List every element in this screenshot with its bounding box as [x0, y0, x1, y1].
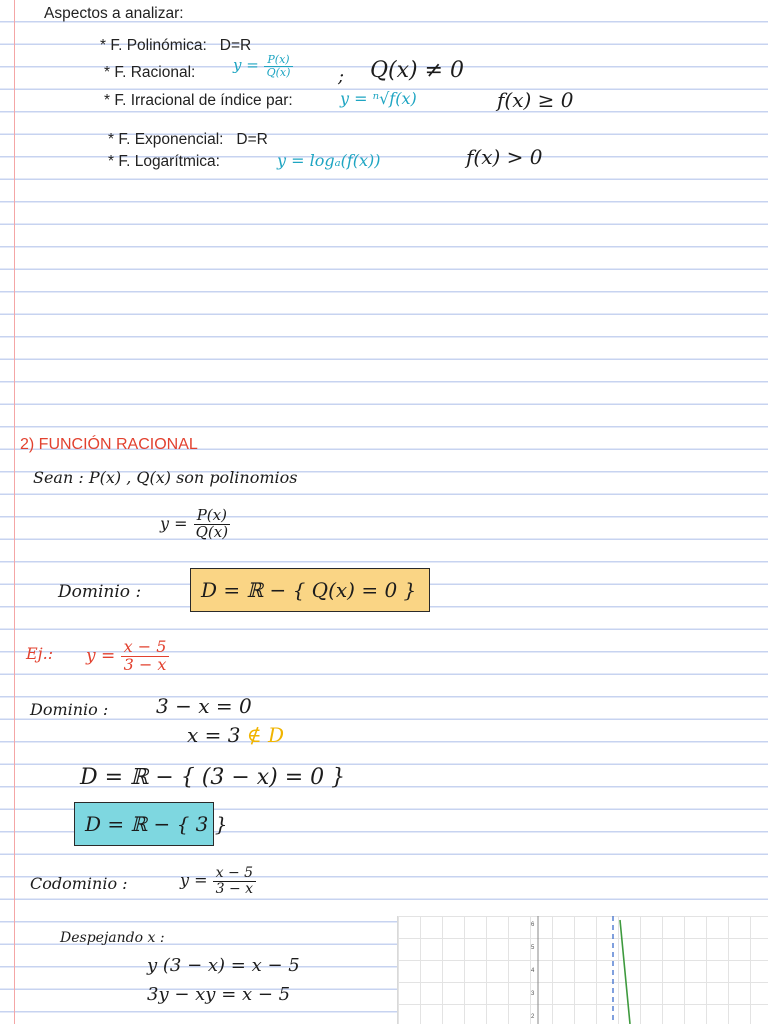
step2: 3y − xy = x − 5: [147, 984, 291, 1005]
item-label: * F. Exponencial:: [108, 131, 224, 148]
y-tick-label: 2: [531, 1014, 535, 1020]
despejando-label: Despejando x :: [60, 930, 165, 946]
irracional-formula: y = ⁿ√f(x): [340, 89, 417, 108]
y-tick-label: 6: [531, 922, 535, 928]
item-label: * F. Polinómica:: [100, 37, 207, 54]
graph-plot: [398, 916, 768, 1024]
step1: y (3 − x) = x − 5: [147, 955, 300, 976]
item-polinomica: [100, 37, 251, 55]
not-in-domain: ∉ D: [246, 723, 285, 747]
item-exponencial: [108, 131, 268, 149]
codominio-formula: y = $\frac{x - 5}{3 - x}$: [180, 866, 256, 896]
racional-sep: ;: [338, 66, 345, 87]
racional-condition: Q(x) ≠ 0: [370, 58, 465, 83]
irracional-condition: f(x) ≥ 0: [497, 88, 574, 112]
sean-line: Sean : P(x) , Q(x) son polinomios: [33, 468, 298, 487]
item-label: * F. Logarítmica:: [108, 153, 220, 170]
y-tick-label: 5: [531, 945, 535, 951]
item-note: D=R: [219, 37, 252, 54]
y-tick-label: 3: [531, 991, 535, 997]
codominio-label: Codominio :: [30, 874, 128, 893]
function-curve: [620, 920, 630, 1024]
dominio-box: D = ℝ − { Q(x) = 0 }: [190, 568, 430, 612]
section-title: 2) FUNCIÓN RACIONAL: [20, 436, 198, 453]
item-label: * F. Racional:: [104, 64, 196, 81]
racional-formula: y = $\frac{P(x)}{Q(x)}$: [233, 54, 293, 78]
graph-panel: [397, 916, 768, 1024]
d-result-box: D = ℝ − { 3 }: [74, 802, 214, 846]
item-logaritmica: [108, 153, 220, 171]
ej-formula: y = $\frac{x - 5}{3 - x}$: [86, 639, 169, 674]
item-label: * F. Irracional de índice par:: [104, 92, 293, 109]
x-equals-3: x = 3 ∉ D: [187, 723, 285, 747]
item-note: D=R: [236, 131, 268, 148]
item-irracional: [104, 92, 293, 110]
logaritmica-formula: y = logₐ(f(x)): [277, 151, 381, 170]
definition-formula: y = $\frac{P(x)}{Q(x)}$: [160, 506, 229, 541]
logaritmica-condition: f(x) > 0: [466, 145, 543, 169]
dominio2-equation: 3 − x = 0: [156, 694, 252, 718]
d-line: D = ℝ − { (3 − x) = 0 }: [80, 765, 346, 790]
ej-label: Ej.:: [26, 644, 54, 663]
dominio2-label: Dominio :: [30, 700, 109, 719]
dominio-label: Dominio :: [58, 582, 142, 602]
item-racional: [104, 64, 195, 82]
aspectos-heading: Aspectos a analizar:: [44, 5, 184, 22]
y-tick-label: 4: [531, 968, 535, 974]
